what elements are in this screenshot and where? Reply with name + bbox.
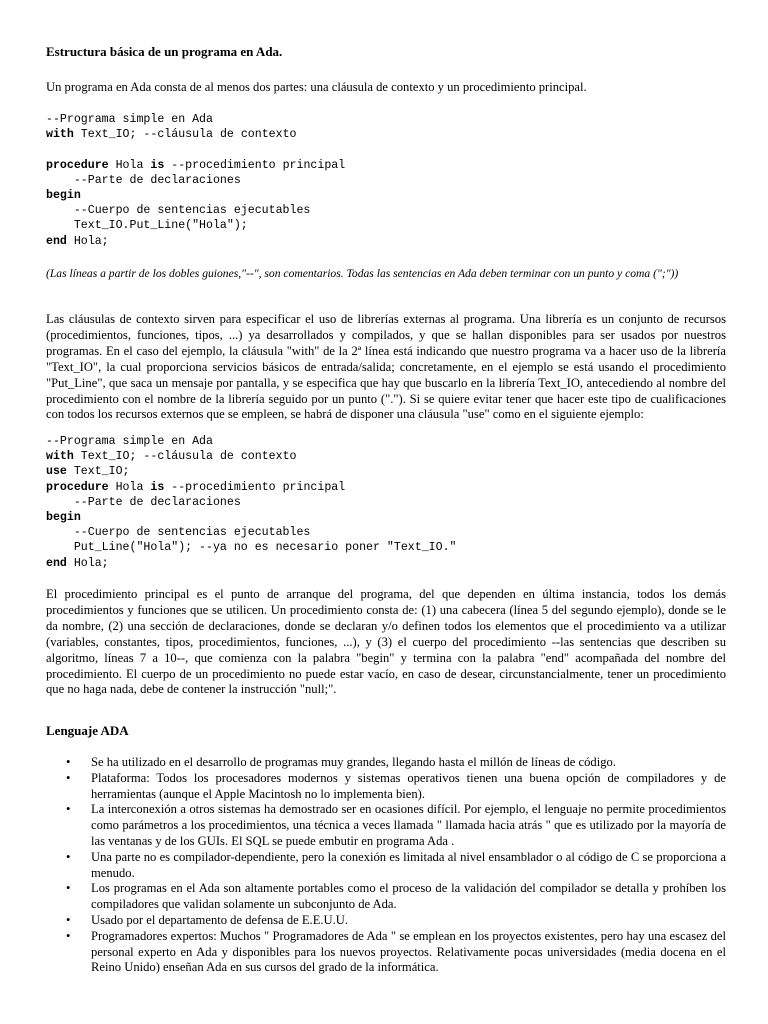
list-item: • Los programas en el Ada son altamente portables como el proceso de la validación del compilador se detalla y prohíben los compiladores que validan solamente un subconjunto de Ada. <box>66 881 726 912</box>
code-text: Hola; <box>66 234 109 248</box>
code-text: --Parte de declaraciones <box>46 495 241 509</box>
bullet-icon: • <box>66 912 71 927</box>
bullet-icon: • <box>66 755 71 769</box>
code-line <box>46 204 310 217</box>
ada-features-list <box>46 755 726 976</box>
code-text: Text_IO.Put_Line("Hola"); <box>46 219 248 233</box>
code-text: --Cuerpo de sentencias ejecutables <box>46 526 311 540</box>
list-item: • Una parte no es compilador-dependiente, pero la conexión es limitada al nivel ensamblador o al código de C se proporciona a menudo. <box>66 849 726 880</box>
code-text: Put_Line("Hola"); --ya no es necesario poner "Text_IO." <box>46 541 457 555</box>
code-keyword: is <box>150 480 165 494</box>
intro-paragraph: Un programa en Ada consta de al menos dos partes: una cláusula de contexto y un procedimiento principal. <box>46 80 587 94</box>
code-keyword: is <box>150 158 165 172</box>
code-line <box>46 113 213 126</box>
bullet-icon: • <box>66 881 71 896</box>
code-text: Hola <box>108 480 151 494</box>
section-title-lenguaje-ada: Lenguaje ADA <box>46 723 129 738</box>
comment-note: (Las líneas a partir de los dobles guiones,"--", son comentarios. Todas las sentencias en Ada deben terminar con un punto y coma (";")) <box>46 267 679 280</box>
code-line <box>46 465 130 478</box>
code-keyword: procedure <box>46 158 109 172</box>
code-line <box>46 557 109 570</box>
code-line <box>46 541 457 554</box>
code-text: --Programa simple en Ada <box>46 113 213 126</box>
code-text: Text_IO; <box>66 465 130 479</box>
code-text: Text_IO; --cláusula de contexto <box>73 128 297 142</box>
code-line <box>46 174 241 187</box>
code-keyword: end <box>46 234 67 248</box>
bullet-icon: • <box>66 802 71 817</box>
list-item: • Programadores expertos: Muchos " Programadores de Ada " se emplean en los proyectos existentes, pero hay una escasez del personal experto en Ada y disponibles para los nuevos proyectos. Relativamente pocas universidades (media docena en el Reino Unido) enseñan Ada en sus cursos del grado de la informática. <box>66 928 726 975</box>
code-text: --Cuerpo de sentencias ejecutables <box>46 204 311 218</box>
code-keyword: use <box>46 465 67 479</box>
code-keyword: procedure <box>46 480 109 494</box>
bullet-icon: • <box>66 928 71 943</box>
code-text: Hola <box>108 158 151 172</box>
code-keyword: with <box>46 450 74 464</box>
code-keyword: with <box>46 128 74 142</box>
list-item: • Plataforma: Todos los procesadores modernos y sistemas operativos tienen una buena opción de compiladores y de herramientas (aunque el Apple Macintosh no lo implementa bien). <box>66 770 726 801</box>
code-line <box>46 435 213 448</box>
code-text: --procedimiento principal <box>164 480 346 494</box>
code-line <box>46 235 109 248</box>
code-example-1 <box>46 112 345 249</box>
code-line <box>46 189 81 202</box>
code-keyword: begin <box>46 511 81 525</box>
bullet-icon: • <box>66 849 71 864</box>
code-text: --Programa simple en Ada <box>46 435 213 448</box>
code-keyword: begin <box>46 189 81 203</box>
code-line <box>46 496 241 509</box>
list-item: • Usado por el departamento de defensa de E.E.U.U. <box>66 912 349 927</box>
code-line <box>46 481 345 494</box>
code-line <box>46 526 310 539</box>
code-text: --procedimiento principal <box>164 158 346 172</box>
code-line <box>46 159 345 172</box>
code-line <box>46 450 296 463</box>
context-clauses-paragraph: Las cláusulas de contexto sirven para especificar el uso de librerías externas al programa. Una librería es un conjunto de recursos (procedimientos, funciones, tipos, ...) ya desarrollados y compilados, y que se hallan disponibles para ser usados por nuestros programas. En el caso del ejemplo, la cláusula "with" de la 2ª línea está indicando que nuestro programa va a hacer uso de la librería "Text_IO", la cual proporciona servicios básicos de entrada/salida; concretamente, en el ejemplo se está usando el procedimiento "Put_Line", que saca un mensaje por pantalla, y se especifica que hay que buscarlo en la librería Text_IO, antecediendo al nombre del procedimiento con el nombre de la librería seguido por un punto ("."). Si se quiere evitar tener que hacer este tipo de cualificaciones con todos los recursos externos que se empleen, se habrá de disponer una cláusula "use" como en el siguiente ejemplo: <box>46 312 726 422</box>
bullet-icon: • <box>66 770 71 785</box>
document-title: Estructura básica de un programa en Ada. <box>46 44 283 59</box>
code-text: Hola; <box>66 556 109 570</box>
code-example-2 <box>46 434 457 571</box>
code-line <box>46 128 296 141</box>
code-line <box>46 511 81 524</box>
code-keyword: end <box>46 556 67 570</box>
code-text: --Parte de declaraciones <box>46 173 241 187</box>
list-item: • La interconexión a otros sistemas ha demostrado ser en ocasiones difícil. Por ejemplo, el lenguaje no permite procedimientos como parámetros a los procedimientos, una técnica a veces llamada " llamada hacia atrás " que es utilizado por la mayoría de las ventanas y de los GUIs. El SQL se puede embutir en programa Ada . <box>66 802 726 848</box>
code-line <box>46 219 248 232</box>
code-text: Text_IO; --cláusula de contexto <box>73 450 297 464</box>
list-item: • Se ha utilizado en el desarrollo de programas muy grandes, llegando hasta el millón de líneas de código. <box>66 755 616 769</box>
main-procedure-paragraph: El procedimiento principal es el punto de arranque del programa, del que dependen en última instancia, todos los demás procedimientos y funciones que se utilicen. Un procedimiento consta de: (1) una cabecera (línea 5 del segundo ejemplo), donde se le da nombre, (2) una sección de declaraciones, donde se declaran y/o definen todos los elementos que el procedimiento va a utilizar (variables, constantes, tipos, procedimientos, funciones, ...), y (3) el cuerpo del procedimiento --las sentencias que describen su algoritmo, líneas 7 a 10--, que comienza con la palabra "begin" y termina con la palabra "end" acompañada del nombre del procedimiento. El cuerpo de un procedimiento no puede estar vacío, en caso de desear, circunstancialmente, tener un procedimiento que no haga nada, debe de contener la instrucción "null;". <box>46 587 726 697</box>
